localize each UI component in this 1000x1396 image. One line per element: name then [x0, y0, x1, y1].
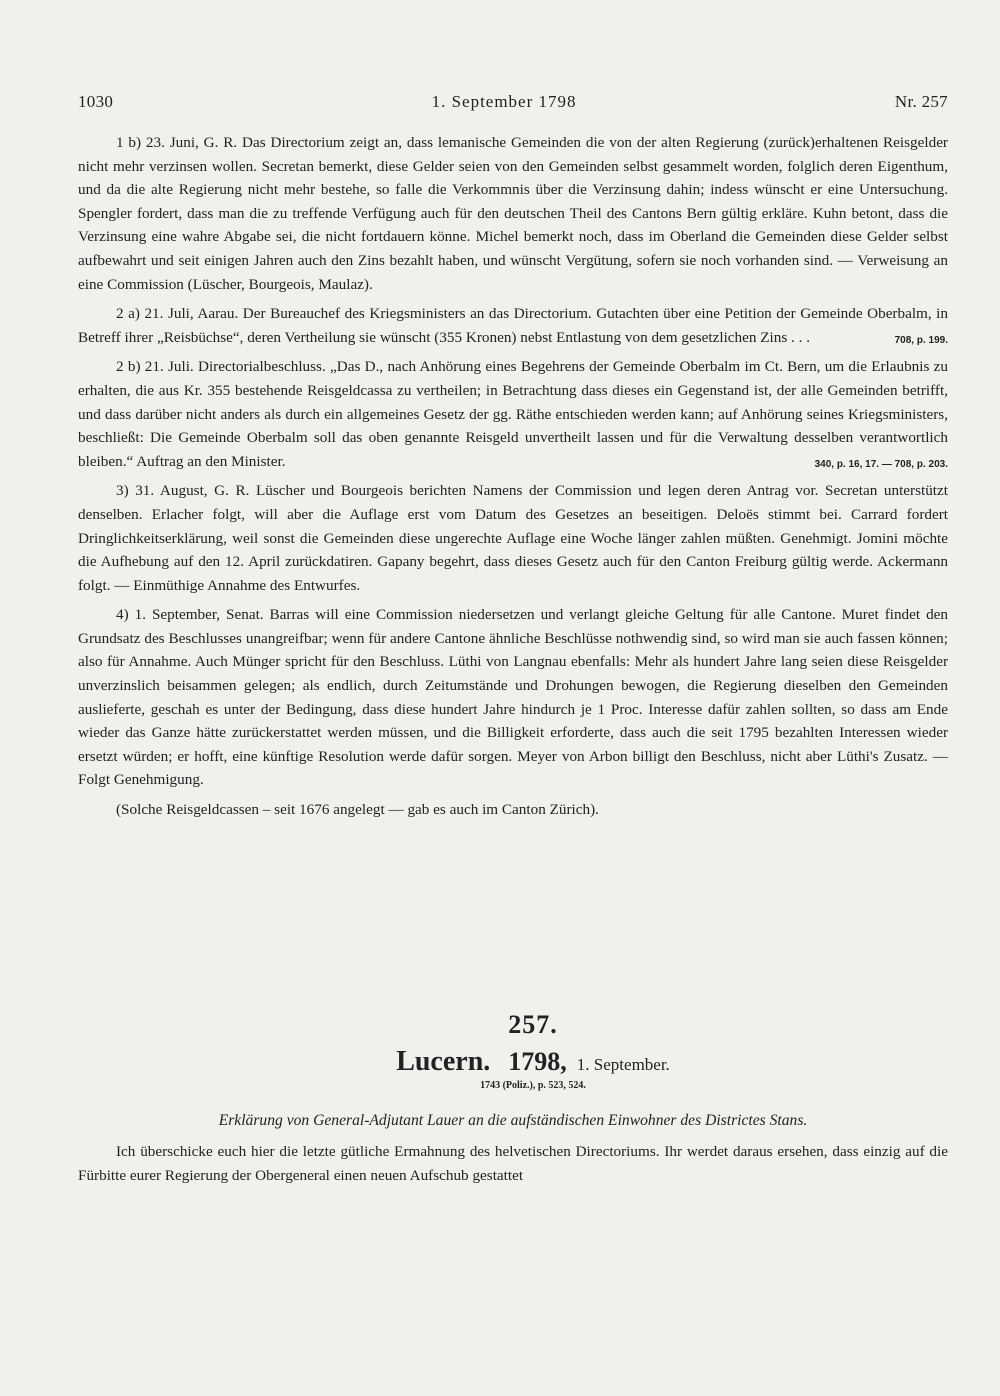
paragraph-text: (Solche Reisgeldcassen – seit 1676 angelegt — gab es auch im Canton Zürich).: [116, 801, 599, 819]
document-caption: Erklärung von General-Adjutant Lauer an die aufständischen Einwohner des Districtes Stans.: [218, 1112, 808, 1129]
document-source: 1743 (Poliz.), p. 523, 524.: [480, 1080, 586, 1091]
document-heading: [78, 1010, 948, 1091]
main-text: [78, 131, 948, 822]
document-title: [118, 1046, 948, 1078]
document-place: Lucern.: [396, 1046, 491, 1077]
page-header: [78, 92, 948, 112]
header-doc-number: Nr. 257: [894, 92, 948, 111]
page-number: 1030: [78, 92, 114, 111]
document-number: 257.: [508, 1010, 558, 1039]
paragraph-text: 3) 31. August, G. R. Lüscher und Bourgeois berichten Namens der Commission und legen deren Antrag vor. Secretan unterstützt denselben. Erlacher folgt, will aber die Auflage erst vom Datum des Gesetzes an beseitigen. Deloës stimmt bei. Carrard fordert Dringlichkeitserklärung, weil sonst die Gemeinden diese ungerechte Auflage eine Woche länger zahlen müßten. Genehmigt. Jomini möchte die Aufhebung auf den 12. April zurückdatiren. Gapany begehrt, dass dieses Gesetz auch für den Canton Freiburg gültig werde. Ackermann folgt. — Einmüthige Annahme des Entwurfes.: [78, 482, 948, 594]
paragraph-text: 4) 1. September, Senat. Barras will eine Commission niedersetzen und verlangt gleiche Geltung für alle Cantone. Muret findet den Grundsatz des Beschlusses unangreifbar; wenn für andere Cantone ähnliche Beschlüsse nothwendig sind, so wird man sie auch fassen können; also für Annahme. Auch Münger spricht für den Beschluss. Lüthi von Langnau ebenfalls: Mehr als hundert Jahre lang seien diese Reisgelder unverzinslich beisammen gelegen; als endlich, durch Zeitumstände und Drohungen bewogen, die Regierung dieselben den Gemeinden auslieferte, geschah es unter der Bedingung, dass diese hundert Jahre hindurch je 1 Proc. Interesse dafür zahlen sollten, so dass am Ende wieder das Ganze hätte zurückerstattet werden müssen, und die Billigkeit erforderte, dass auch die seit 1795 bezahlten Interessen wieder ersetzt würden; er hofft, eine künftige Resolution werde dafür sorgen. Meyer von Arbon billigt den Beschluss, nicht aber Lüthi's Zusatz. — Folgt Genehmigung.: [78, 606, 948, 789]
paragraph-text: 2 b) 21. Juli. Directorialbeschluss. „Das D., nach Anhörung eines Begehrens der Gemeinde Oberbalm im Ct. Bern, um die Erlaubnis zu erhalten, die aus Kr. 355 bestehende Reisgeldcassa zu vertheilen; in Betrachtung dass dieses ein Gegenstand ist, der alle Gemeinden betrifft, und dass darüber nicht anders als durch ein allgemeines Gesetz der gg. Räthe entschieden werden kann; auf Anhörung seines Kriegsministers, beschließt: Die Gemeinde Oberbalm soll das oben genannte Reisgeld unvertheilt lassen und für die Verwaltung desselben verantwortlich bleiben.“ Auftrag an den Minister.: [78, 358, 948, 470]
paragraph-text: 2 a) 21. Juli, Aarau. Der Bureauchef des Kriegsministers an das Directorium. Gutachten über eine Petition der Gemeinde Oberbalm, in Betreff ihrer „Reisbüchse“, deren Vertheilung sie wünscht (355 Kronen) nebst Entlastung von dem gesetzlichen Zins . . .: [78, 305, 948, 346]
paragraph-2a: [78, 302, 948, 349]
document-day: 1. September.: [576, 1055, 670, 1074]
source-reference: 340, p. 16, 17. — 708, p. 203.: [814, 458, 948, 470]
paragraph-text: 1 b) 23. Juni, G. R. Das Directorium zeigt an, dass lemanische Gemeinden die von der alten Regierung (zurück)erhaltenen Reisgelder nicht mehr verzinsen wollen. Secretan bemerkt, diese Gelder seien von den Gemeinden selbst gesammelt worden, folglich deren Eigenthum, und da die alte Regierung nicht mehr bestehe, so falle die Verkommnis über die Verzinsung dahin; indess wünscht er eine Untersuchung. Spengler fordert, dass man die zu treffende Verfügung auch für den deutschen Theil des Cantons Bern gültig erkläre. Kuhn betont, dass die Verzinsung eine wahre Abgabe sei, die nicht fortdauern könne. Michel bemerkt noch, dass im Oberland die Gemeinden diese Gelder selbst aufbewahrt und seit einigen Jahren auch den Zins bezahlt haben, und wünscht Vergütung, sofern sie noch vorhanden sind. — Verweisung an eine Commission (Lüscher, Bourgeois, Maulaz).: [78, 134, 948, 293]
header-date: 1. September 1798: [431, 92, 577, 111]
source-reference: 708, p. 199.: [894, 334, 948, 346]
paragraph-3: [78, 479, 948, 597]
paragraph-2b: [78, 355, 948, 473]
paragraph-4: [78, 603, 948, 792]
paragraph-note: [78, 798, 948, 822]
paragraph-1b: [78, 131, 948, 296]
document-year: 1798,: [508, 1047, 567, 1076]
document-paragraph: Ich überschicke euch hier die letzte gütliche Ermahnung des helvetischen Directoriums. Ihr werdet daraus ersehen, dass einzig auf die Fürbitte eurer Regierung der Obergeneral einen neuen Aufschub gestattet: [78, 1143, 948, 1184]
document-text: [78, 1140, 948, 1187]
